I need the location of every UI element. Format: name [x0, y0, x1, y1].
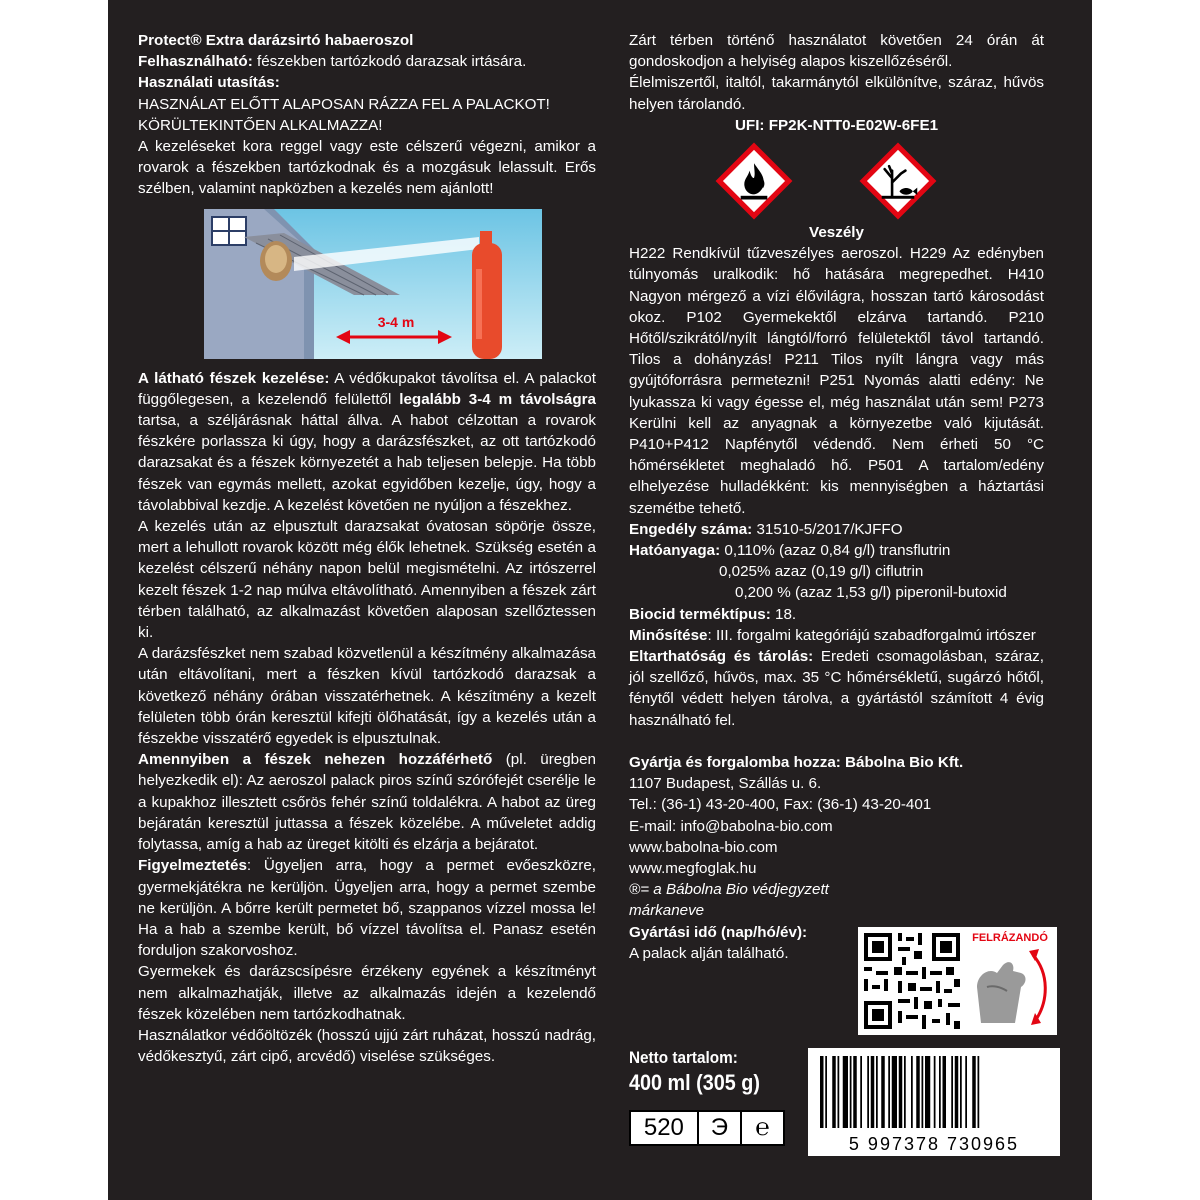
active-ingredient-3: 0,200 % (azaz 1,53 g/l) piperonil-butoxid: [735, 584, 1007, 602]
barcode-bar: [955, 1056, 959, 1128]
class-line: [629, 625, 1044, 646]
barcode-bar: [934, 1056, 936, 1128]
signal-word: Veszély: [809, 224, 864, 242]
barcode-bar: [825, 1056, 827, 1128]
barcode-bar: [904, 1056, 906, 1128]
after-treatment-paragraph: A kezelés után az elpusztult darazsakat óvatosan söpörje össze, mert a lehullott rovarok között még élők lehetnek. Szükség esetén a kezelést célszerű néhány napon belül megismételni. Az irtószerrel kezelt fészek 1-2 nap múlva eltávolítható. Amennyiben a fészek zárt térben található, az alkalmazást követően alaposan szellőztessen ki.: [138, 518, 596, 642]
biocide-value: 18.: [770, 605, 797, 623]
estimated-sign-icon: ℮: [755, 1114, 770, 1141]
barcode-bar: [867, 1056, 869, 1128]
timing-paragraph: A kezeléseket kora reggel vagy este célszerű végezni, amikor a rovarok a fészekben tartózkodnak és a mozgásuk lelassult. Erős szélben, valamint napközben a kezelés nem ajánlott!: [138, 138, 596, 198]
usage-line: [138, 51, 596, 72]
net-value: 400 ml (305 g): [629, 1070, 760, 1095]
warning-paragraph: [138, 855, 596, 961]
right-column: [629, 30, 1044, 964]
barcode-bar: [916, 1056, 920, 1128]
barcode-bar: [972, 1056, 976, 1128]
qr-code-icon: [858, 927, 966, 1035]
version-code: V51040_2020_v01: [1040, 1050, 1051, 1130]
biocide-label: Biocid terméktípus:: [629, 605, 771, 623]
website-1: www.babolna-bio.com: [629, 838, 778, 856]
hard-access-label: Amennyiben a fészek nehezen hozzáférhető: [138, 751, 493, 769]
hard-access-paragraph: [138, 749, 596, 855]
instructions-heading: Használati utasítás:: [138, 74, 280, 92]
production-date-label: Gyártási idő (nap/hó/év):: [629, 923, 808, 941]
barcode-bar: [978, 1056, 980, 1128]
warning-label: Figyelmeztetés: [138, 857, 247, 875]
class-label: Minősítése: [629, 626, 708, 644]
reversed-e-icon: Э: [699, 1112, 742, 1144]
permit-line: [629, 519, 1044, 540]
barcode-bar: [943, 1056, 947, 1128]
barcode-bar: [838, 1056, 840, 1128]
visible-nest-paragraph: [138, 368, 596, 516]
shelf-life-label: Eltarthatóság és tárolás:: [629, 648, 814, 666]
visible-nest-distance: legalább 3-4 m távolságra: [399, 390, 596, 408]
biocide-line: [629, 604, 1044, 625]
barcode-bar: [853, 1056, 857, 1128]
barcode-bar: [881, 1056, 885, 1128]
barcode-bar: [939, 1056, 941, 1128]
flame-pictogram-icon: [717, 144, 791, 218]
product-label: [108, 0, 1092, 1200]
volume-box: 520: [631, 1112, 699, 1144]
shelf-life-value: Eredeti csomagolásban, száraz, jól szellőző, hűvös, max. 35 °C hőmérsékletű, sugárzó hőtől, fénytől védett helyen tárolva, a gyártástól számított 4 évig használható fel.: [629, 648, 1044, 729]
visible-nest-text-1: A védőkupakot távolítsa el. A palackot függőlegesen, a kezelendő felülettől: [138, 369, 596, 408]
shake-label: FELRÁZANDÓ: [972, 932, 1048, 944]
net-label: Netto tartalom:: [629, 1048, 738, 1067]
barcode-bar: [922, 1056, 924, 1128]
barcode-bar: [892, 1056, 897, 1128]
email-line: E-mail: info@babolna-bio.com: [629, 817, 833, 835]
left-column: [138, 30, 596, 1067]
website-2: www.megfoglak.hu: [629, 859, 757, 877]
warning-text: : Ügyeljen arra, hogy a permet evőeszközre, gyermekjátékra ne kerüljön. Ügyeljen arra, hogy a permet szembe ne kerüljön. A bőrre került permetet bő, szappanos vízzel mossa le! Ha a hab a szembe került, bő vízzel távolítsa el. Panasz esetén forduljon szakorvoshoz.: [138, 857, 596, 960]
maker-label: Gyártja és forgalomba hozza: Bábolna Bio Kft.: [629, 753, 964, 771]
barcode-bar: [843, 1056, 848, 1128]
barcode-bar: [899, 1056, 903, 1128]
volume-sign-box: [629, 1110, 785, 1146]
barcode-bar: [960, 1056, 962, 1128]
usage-illustration: [204, 209, 542, 359]
no-removal-paragraph: A darázsfészket nem szabad közvetlenül a készítmény alkalmazása után eltávolítani, mert a fészken kívül tartózkodó darazsak a következő néhány órában visszatérhetnek. A készítmény a kezelt felületen több órán keresztül kifejti ölőhatását, így a kezelés után a fészekbe visszatérő egyedek is elpusztulnak.: [138, 645, 596, 748]
phone-line: Tel.: (36-1) 43-20-400, Fax: (36-1) 43-20-401: [629, 796, 932, 814]
shelf-life-line: [629, 646, 1044, 731]
active-ingredient-2: 0,025% azaz (0,19 g/l) ciflutrin: [719, 563, 924, 581]
barcode: [808, 1048, 1060, 1156]
usage-text: fészekben tartózkodó darazsak irtására.: [252, 53, 527, 71]
environment-pictogram-icon: [861, 144, 935, 218]
permit-value: 31510-5/2017/KJFFO: [752, 520, 903, 538]
hazard-statements: H222 Rendkívül tűzveszélyes aeroszol. H229 Az edényben túlnyomás uralkodik: hő hatására megrepedhet. H410 Nagyon mérgező a vízi élővilágra, hosszan tartó károsodást okoz. P102 Gyermekektől elzárva tartandó. P210 Hőtől/szikrától/nyílt lángtól/forró felületektől távol tartandó. Tilos a dohányzás! P211 Tilos nyílt lángra vagy más gyújtóforrásra permetezni! P251 Nyomás alatti edény: Ne lyukassza ki vagy égesse el, még használat után sem! P273 Kerülni kell az anyagnak a környezetbe való kijutását. P410+P412 Napfénytől védendő. Nem érheti 50 °C hőmérsékletet meghaladó hő. P501 A tartalom/edény elhelyezése hulladékként: kis mennyiségben a háztartási szemétbe tehető.: [629, 245, 1044, 517]
barcode-bar: [871, 1056, 875, 1128]
trademark-note: ®= a Bábolna Bio védjegyzett márkaneve: [629, 881, 829, 920]
class-value: : III. forgalmi kategóriájú szabadforgalmú irtószer: [707, 626, 1036, 644]
barcode-bar: [820, 1056, 824, 1128]
visible-nest-label: A látható fészek kezelése:: [138, 369, 330, 387]
caps-shake: HASZNÁLAT ELŐTT ALAPOSAN RÁZZA FEL A PALACKOT!: [138, 95, 550, 113]
hard-access-text: (pl. üregben helyezkedik el): Az aeroszol palack piros színű szórófejét cserélje le a kupakhoz illesztett csőrös fehér színű toldalékra. A habot az üreg bejáratán keresztül juttassa a fészek közelébe. A műveletet addig folytassa, amíg a hab az üreget kitölti és elzárja a bejáratot.: [138, 751, 596, 854]
shake-hand-icon: [963, 927, 1057, 1035]
ventilate-paragraph: Zárt térben történő használatot követően 24 órán át gondoskodjon a helyiség alapos kiszellőzéséről.: [629, 32, 1044, 71]
barcode-digits: 5 997378 730965: [848, 1134, 1020, 1154]
caps-careful: KÖRÜLTEKINTŐEN ALKALMAZZA!: [138, 116, 383, 134]
barcode-bar: [965, 1056, 967, 1128]
ppe-paragraph: Használatkor védőöltözék (hosszú ujjú zárt ruházat, hosszú nadrág, védőkesztyű, zárt cipő, arcvédő) viselése szükséges.: [138, 1026, 596, 1066]
storage-paragraph: Élelmiszertől, italtól, takarmánytól elkülönítve, száraz, hűvös helyen tárolandó.: [629, 74, 1044, 113]
barcode-bar: [876, 1056, 878, 1128]
distance-label: 3-4 m: [377, 313, 415, 330]
active-line-1: [629, 540, 1044, 561]
barcode-bar: [925, 1056, 930, 1128]
maker-line: [629, 752, 1044, 773]
production-date-value: A palack alján található.: [629, 944, 789, 962]
ufi-code: UFI: FP2K-NTT0-E02W-6FE1: [734, 116, 939, 134]
active-ingredient-1: 0,110% (azaz 0,84 g/l) transflutrin: [720, 542, 951, 560]
active-label: Hatóanyaga:: [629, 542, 721, 560]
barcode-bar: [911, 1056, 913, 1128]
visible-nest-text-2: tartsa, a széljárásnak háttal állva. A habot célzottan a rovarok fészkére porlassza ki úgy, hogy a darázsfészket, az ott tartózkodó darazsakat és a fészek környezetét a hab teljesen belepje. Ha több fészek van egymás mellett, azokat egyidőben kezelje, úgy, hogy a távolabbival kezdje. A kezelést követően ne nyúljon a fészekhez.: [138, 412, 596, 514]
barcode-bar: [951, 1056, 953, 1128]
barcode-bar: [850, 1056, 852, 1128]
ghs-pictograms: [629, 144, 1044, 222]
address-line: 1107 Budapest, Szállás u. 6.: [629, 775, 822, 793]
product-title: Protect® Extra darázsirtó habaeroszol: [138, 32, 414, 49]
usage-label: Felhasználható:: [138, 53, 253, 71]
children-paragraph: Gyermekek és darázscsípésre érzékeny egyének a készítményt nem alkalmazhatják, illetve az alkalmazás idején a kezelendő fészek közelében nem tartózkodhatnak.: [138, 963, 596, 1023]
permit-label: Engedély száma:: [629, 520, 753, 538]
barcode-bar: [832, 1056, 836, 1128]
net-contents-block: [629, 1048, 809, 1146]
barcode-bar: [860, 1056, 862, 1128]
barcode-bar: [888, 1056, 890, 1128]
illustration-svg: [204, 209, 542, 359]
